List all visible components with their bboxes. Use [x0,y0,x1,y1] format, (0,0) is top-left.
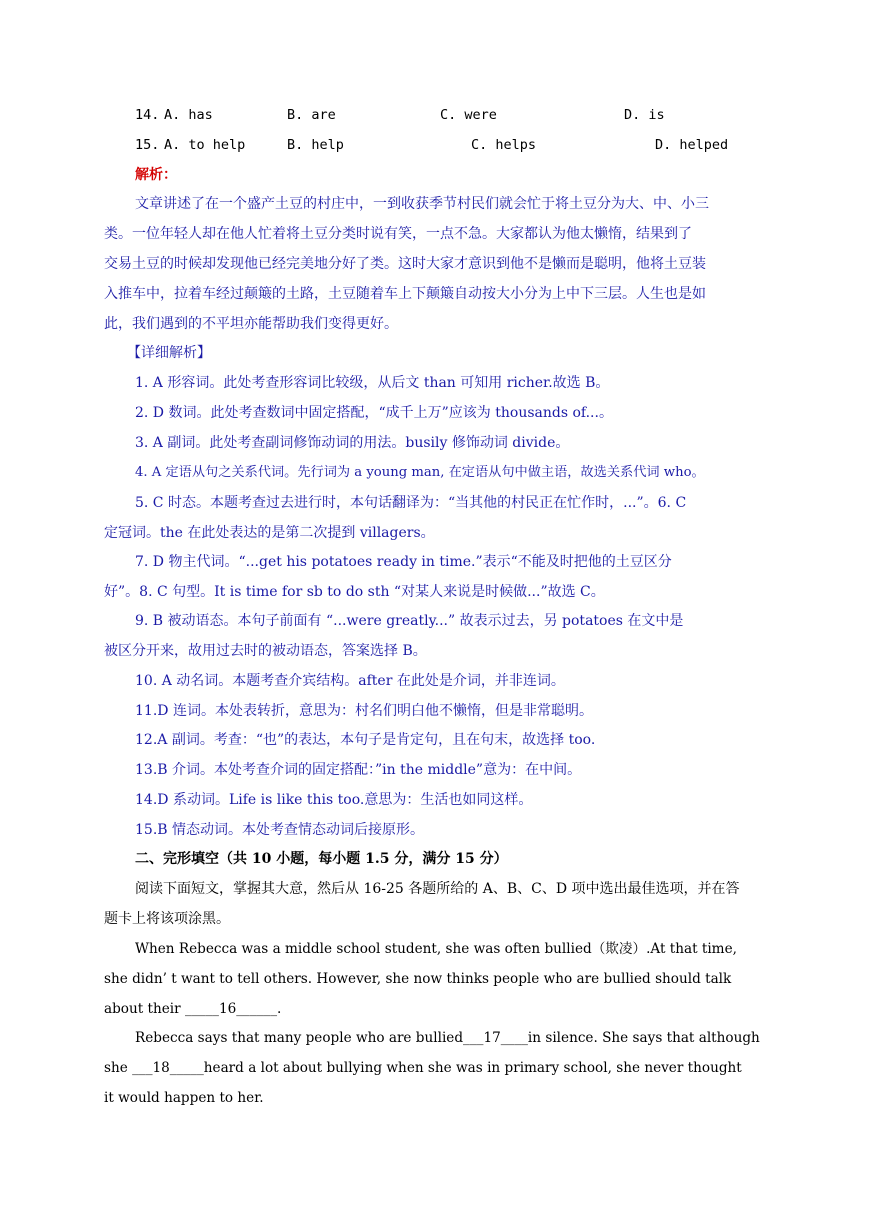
q14-option-a: A. has [164,107,213,123]
detail-item: 9. B 被动语态。本句子前面有 “...were greatly...” 故表示过去，另 potatoes 在文中是 [135,613,684,629]
detail-heading: 【详细解析】 [127,345,211,361]
detail-item: 7. D 物主代词。“...get his potatoes ready in time.”表示“不能及时把他的土豆区分 [135,554,672,570]
passage-line: about their _____16______. [104,1001,282,1017]
detail-item: 4. A 定语从句之关系代词。先行词为 a young man, 在定语从句中做主语，故选关系代词 who。 [135,465,705,480]
instruction-line: 阅读下面短文，掌握其大意，然后从 16-25 各题所给的 A、B、C、D 项中选出最佳选项，并在答 [135,881,740,897]
detail-item-continued: 定冠词。the 在此处表达的是第二次提到 villagers。 [104,525,435,541]
detail-item: 15.B 情态动词。本处考查情态动词后接原形。 [135,822,425,838]
analysis-line: 交易土豆的时候却发现他已经完美地分好了类。这时大家才意识到他不是懒而是聪明，他将土豆装 [104,256,706,272]
detail-item: 5. C 时态。本题考查过去进行时，本句话翻译为：“当其他的村民正在忙作时，...”。6. C [135,495,687,511]
analysis-line: 此，我们遇到的不平坦亦能帮助我们变得更好。 [104,316,398,332]
instruction-line: 题卡上将该项涂黑。 [104,911,230,927]
detail-item: 14.D 系动词。Life is like this too.意思为：生活也如同这样。 [135,792,533,808]
analysis-line: 文章讲述了在一个盛产土豆的村庄中，一到收获季节村民们就会忙于将土豆分为大、中、小三 [135,196,709,212]
passage-line: Rebecca says that many people who are bullied___17____in silence. She says that although [135,1030,760,1046]
analysis-line: 类。一位年轻人却在他人忙着将土豆分类时说有笑，一点不急。大家都认为他太懒惰，结果到了 [104,226,692,242]
q15-option-d: D. helped [655,137,729,153]
q15-option-c: C. helps [471,137,537,153]
passage-line: When Rebecca was a middle school student, she was often bullied（欺凌）.At that time, [135,941,737,957]
detail-item: 1. A 形容词。此处考查形容词比较级，从后文 than 可知用 richer.故选 B。 [135,375,610,391]
analysis-heading: 解析： [135,167,177,183]
passage-line: she ___18_____heard a lot about bullying when she was in primary school, she never thought [104,1060,742,1076]
section-heading: 二、完形填空（共 10 小题，每小题 1.5 分，满分 15 分） [135,851,508,867]
q14-option-b: B. are [287,107,336,123]
detail-item: 11.D 连词。本处表转折，意思为：村名们明白他不懒惰，但是非常聪明。 [135,703,593,719]
detail-item-continued: 被区分开来，故用过去时的被动语态，答案选择 B。 [104,643,427,659]
q14-option-d: D. is [624,107,665,123]
detail-item: 10. A 动名词。本题考查介宾结构。after 在此处是介词，并非连词。 [135,673,565,689]
q14-option-c: C. were [440,107,497,123]
passage-line: she didn’ t want to tell others. However, she now thinks people who are bullied should talk [104,971,732,987]
q15-option-b: B. help [287,137,344,153]
q15-option-a: A. to help [164,137,246,153]
q14-number: 14. [135,107,160,123]
passage-line: it would happen to her. [104,1090,264,1106]
detail-item: 12.A 副词。考查：“也”的表达，本句子是肯定句，且在句末，故选择 too. [135,732,596,748]
analysis-line: 入推车中，拉着车经过颠簸的土路，土豆随着车上下颠簸自动按大小分为上中下三层。人生也是如 [104,286,706,302]
detail-item: 13.B 介词。本处考查介词的固定搭配：”in the middle”意为：在中间。 [135,762,582,778]
detail-item: 3. A 副词。此处考查副词修饰动词的用法。busily 修饰动词 divide。 [135,435,570,451]
detail-item-continued: 好”。8. C 句型。It is time for sb to do sth “对某人来说是时候做...”故选 C。 [104,584,605,600]
q15-number: 15. [135,137,160,153]
detail-item: 2. D 数词。此处考查数词中固定搭配，“成千上万”应该为 thousands of...。 [135,405,613,421]
